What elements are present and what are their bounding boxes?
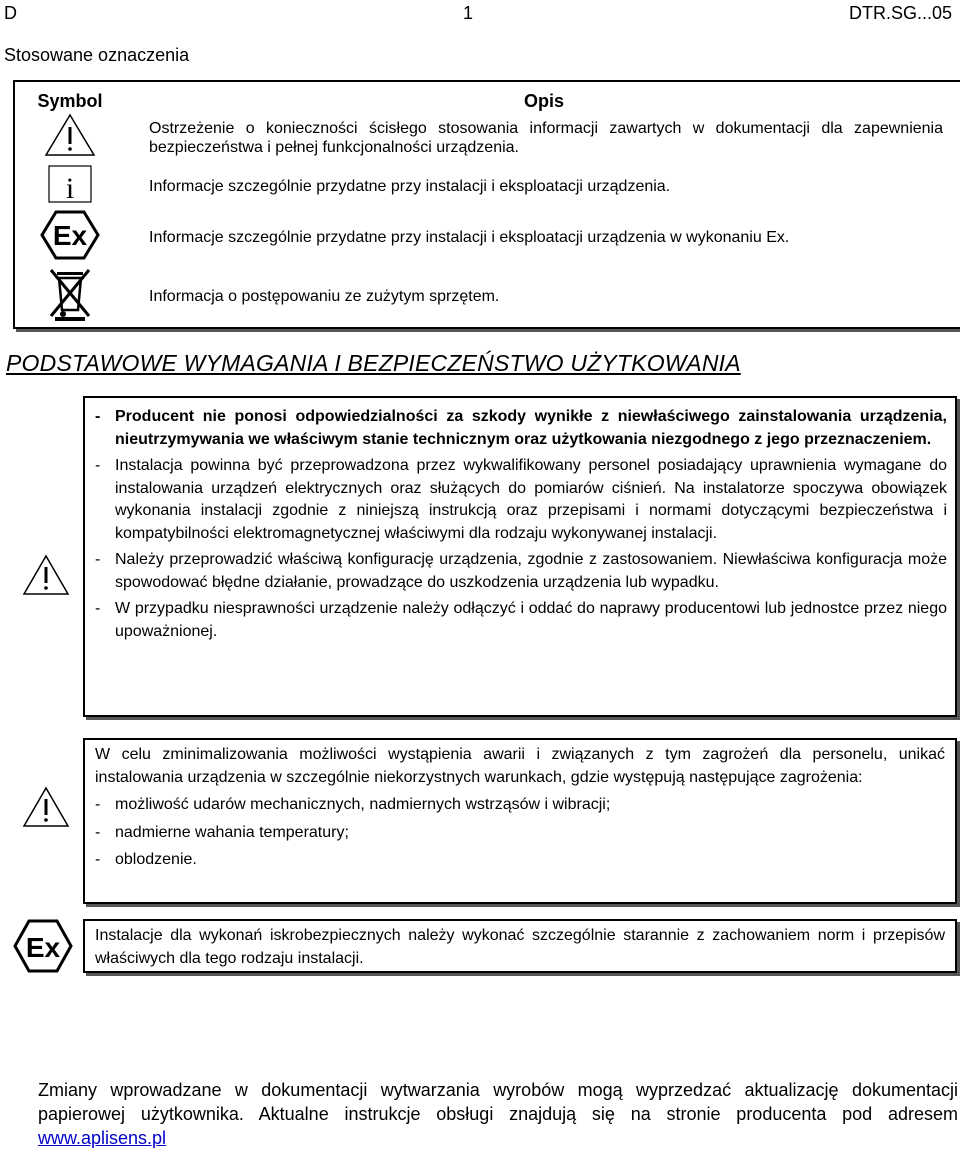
list-dash: -: [95, 851, 101, 868]
safety-heading: PODSTAWOWE WYMAGANIA I BEZPIECZEŃSTWO UŻYTKOWANIA: [6, 350, 741, 376]
col-symbol-header: Symbol: [37, 91, 103, 111]
ex-hexagon-icon: [39, 209, 101, 261]
list-dash: -: [95, 551, 101, 568]
header-left: D: [4, 3, 17, 23]
document-code: DTR.SG...05: [848, 3, 952, 23]
col-desc-header: Opis: [523, 91, 564, 111]
list-dash: -: [95, 408, 101, 425]
svg-text:Ex: Ex: [25, 932, 61, 963]
ex-note-box: [83, 919, 957, 973]
symbol-desc: Informacja o postępowaniu ze zużytym sprzętem.: [149, 288, 500, 305]
svg-text:Ex: Ex: [52, 220, 88, 251]
list-dash: -: [95, 823, 101, 841]
symbol-row: [14, 163, 960, 209]
list-dash: -: [95, 457, 101, 474]
safety-item-text: Należy przeprowadzić właściwą konfigurację urządzenia, zgodnie z zastosowaniem. Niewłaściwa konfiguracja może spowodować błędne działanie, prowadzące do uszkodzenia urządzenia lub wypadku.: [115, 551, 947, 591]
safety-item: [95, 455, 947, 545]
symbol-row: [14, 112, 960, 163]
hazards-intro: W celu zminimalizowania możliwości wystąpienia awarii i związanych z tym zagrożeń dla personelu, unikać instalowania urządzenia w szczególnie niekorzystnych warunkach, gdzie występują następujące zagrożenia:: [95, 746, 945, 786]
symbol-desc: Informacje szczególnie przydatne przy instalacji i eksploatacji urządzenia w wykonaniu Ex.: [149, 229, 790, 246]
warning-triangle-icon: [22, 554, 70, 596]
safety-item-text: Instalacja powinna być przeprowadzona przez wykwalifikowany personel posiadający uprawnienia wymagane do instalowania urządzeń elektrycznych oraz służących do pomiarów ciśnień. Na instalatorze spoczywa obowiązek wykonania instalacji zgodnie z niniejszą instrukcją oraz przepisami i normami dotyczącymi bezpieczeństwa i kompatybilności elektromagnetycznej właściwymi dla rodzaju wykonywanej instalacji.: [115, 457, 947, 542]
symbols-title: Stosowane oznaczenia: [4, 45, 190, 65]
manufacturer-website-link[interactable]: www.aplisens.pl: [38, 1128, 167, 1148]
footer-note: [38, 1078, 958, 1150]
list-dash: -: [95, 600, 101, 617]
symbol-row: [14, 209, 960, 266]
warning-triangle-icon: [22, 786, 70, 828]
hazards-box: [83, 738, 957, 904]
ex-hexagon-icon: [12, 918, 74, 974]
hazard-item-text: oblodzenie.: [115, 851, 197, 868]
safety-item-text: W przypadku niesprawności urządzenie należy odłączyć i oddać do naprawy producentowi lub jednostce przez niego upoważnionej.: [115, 600, 947, 640]
symbol-desc: Ostrzeżenie o konieczności ścisłego stosowania informacji zawartych w dokumentacji dla zapewnienia bezpieczeństwa i pełnej funkcjonalności urządzenia.: [149, 119, 943, 156]
safety-item: [95, 549, 947, 594]
symbol-row: [14, 266, 960, 328]
list-dash: -: [95, 796, 101, 813]
safety-item-text: Producent nie ponosi odpowiedzialności za szkody wynikłe z niewłaściwego zainstalowania urządzenia, nieutrzymywania we właściwym stanie technicznym oraz użytkowania niezgodnego z jego przeznaczeniem.: [115, 408, 947, 448]
hazard-item-text: nadmierne wahania temperatury;: [115, 823, 349, 841]
info-icon: [48, 165, 92, 203]
svg-text:i: i: [65, 171, 75, 203]
ex-note-text: Instalacje dla wykonań iskrobezpiecznych należy wykonać szczególnie starannie z zachowaniem norm i przepisów właściwych dla tego rodzaju instalacji.: [95, 927, 945, 967]
safety-requirements-box: [83, 396, 957, 717]
hazard-item: [95, 849, 945, 872]
symbol-desc: Informacje szczególnie przydatne przy instalacji i eksploatacji urządzenia.: [149, 177, 671, 195]
footer-text: Zmiany wprowadzane w dokumentacji wytwarzania wyrobów mogą wyprzedzać aktualizację dokumentacji papierowej użytkownika. Aktualne instrukcje obsługi znajdują się na stronie producenta pod adresem: [38, 1080, 958, 1124]
warning-triangle-icon: [43, 112, 97, 158]
safety-item: [95, 406, 947, 451]
page-number: 1: [463, 3, 474, 23]
crossed-bin-icon: [45, 266, 95, 322]
symbols-table: [13, 80, 960, 329]
safety-item: [95, 598, 947, 643]
hazard-item: [95, 822, 945, 845]
hazard-item: [95, 794, 945, 817]
hazard-item-text: możliwość udarów mechanicznych, nadmiernych wstrząsów i wibracji;: [115, 796, 611, 813]
